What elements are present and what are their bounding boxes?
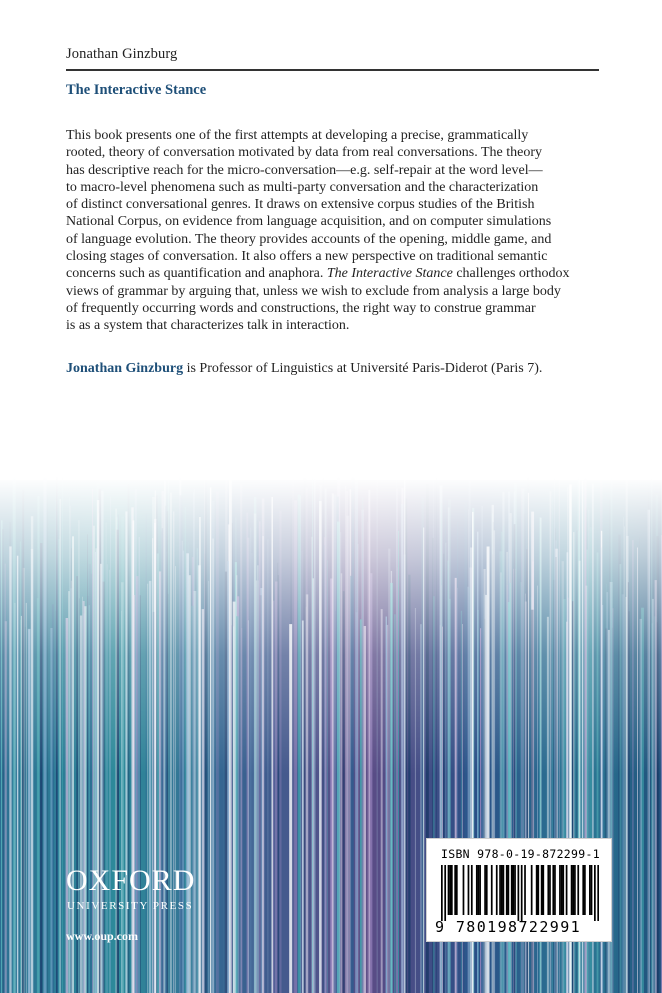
ean-digits (435, 918, 607, 936)
ean-digit-group-left: 780198 (455, 918, 519, 936)
publisher-website-link[interactable]: www.oup.com (66, 929, 139, 943)
blurb-line: rooted, theory of conversation motivated by data from real conversations. The theory (66, 145, 542, 161)
ean-digit-group-right: 722991 (518, 918, 582, 936)
blurb-line: to macro-level phenomena such as multi-party conversation and the characterization (66, 179, 539, 195)
blurb-title-italic: The Interactive Stance (326, 266, 453, 282)
author-name: Jonathan Ginzburg (66, 361, 184, 376)
ean-digit-first: 9 (435, 918, 446, 936)
author-bio (66, 360, 606, 377)
blurb-line: concerns such as quantification and anaphora. (66, 266, 324, 282)
blurb-line: challenges orthodox (456, 266, 570, 282)
isbn-label: ISBN 978-0-19-872299-1 (441, 847, 600, 861)
publisher-logo-name: OXFORD (66, 864, 196, 897)
barcode-panel (426, 838, 612, 942)
blurb-line: has descriptive reach for the micro-conversation—e.g. self-repair at the word level— (66, 162, 543, 178)
blurb-line: This book presents one of the first attempts at developing a precise, grammatically (66, 128, 529, 143)
publisher-logo-subtitle: UNIVERSITY PRESS (67, 900, 194, 912)
book-title: The Interactive Stance (66, 82, 207, 98)
blurb-line: views of grammar by arguing that, unless we wish to exclude from analysis a large body (66, 283, 561, 299)
blurb-paragraph (66, 127, 600, 335)
blurb-line: of distinct conversational genres. It draws on extensive corpus studies of the British (66, 197, 535, 213)
blurb-line: of frequently occurring words and constructions, the right way to construe grammar (66, 300, 536, 316)
blurb-line: closing stages of conversation. It also offers a new perspective on traditional semantic (66, 249, 548, 265)
blurb-line: National Corpus, on evidence from language acquisition, and on computer simulations (66, 214, 552, 230)
blurb-line: is as a system that characterizes talk in interaction. (66, 318, 350, 334)
header-rule (66, 69, 599, 71)
blurb-line: of language evolution. The theory provides accounts of the opening, middle game, and (66, 231, 552, 247)
header-author: Jonathan Ginzburg (66, 46, 178, 62)
author-bio-text: is Professor of Linguistics at Université Paris-Diderot (Paris 7). (183, 361, 543, 376)
barcode-icon (441, 865, 599, 921)
